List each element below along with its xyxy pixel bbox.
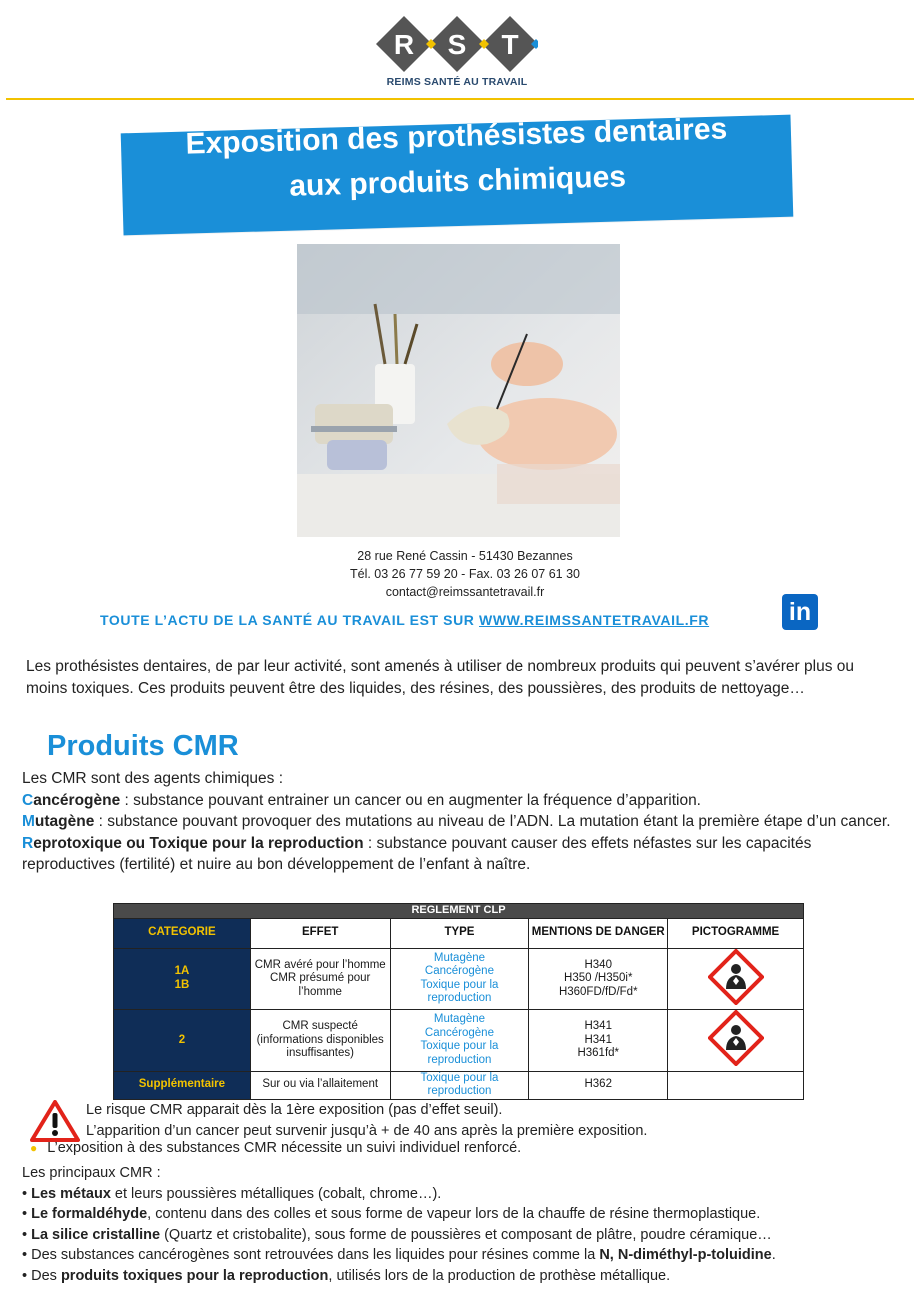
item-pre: Des xyxy=(31,1267,61,1284)
definition-term: ancérogène xyxy=(33,791,121,809)
principaux-cmr xyxy=(22,1163,912,1287)
list-item xyxy=(22,1225,912,1246)
page-title xyxy=(121,105,793,214)
logo-letter-s: S xyxy=(447,29,467,60)
cell-type: Mutagène Cancérogène Toxique pour la reproduction xyxy=(390,1010,529,1072)
definition-desc: : substance pouvant provoquer des mutations au niveau de l’ADN. La mutation étant la première étape d’un cancer. xyxy=(94,813,891,830)
cell-pictogramme xyxy=(668,948,804,1010)
definition-initial: M xyxy=(22,813,35,830)
cell-mentions: H340 H350 /H350i* H360FD/fD/Fd* xyxy=(529,948,668,1010)
cell-mentions: H362 xyxy=(529,1071,668,1099)
item-rest: . xyxy=(771,1247,776,1264)
table-header-type: TYPE xyxy=(390,918,529,948)
table-header-categorie: CATEGORIE xyxy=(114,918,251,948)
table-row xyxy=(114,1010,804,1072)
page-title-line1: Exposition des prothésistes dentaires xyxy=(185,112,728,161)
table-header-mentions: MENTIONS DE DANGER xyxy=(529,918,668,948)
bullet-icon: ● xyxy=(30,1141,38,1155)
warning-line2: L’apparition d’un cancer peut survenir jusqu’à + de 40 ans après la première exposition. xyxy=(86,1123,648,1139)
suivi-note xyxy=(30,1140,521,1156)
cell-effet: CMR avéré pour l’homme CMR présumé pour l’homme xyxy=(250,948,390,1010)
contact-address: 28 rue René Cassin - 51430 Bezannes xyxy=(357,549,573,563)
item-rest: et leurs poussières métalliques (cobalt, chrome…). xyxy=(110,1185,442,1202)
contact-email[interactable]: contact@reimssantetravail.fr xyxy=(385,585,545,599)
definition-cancerogene xyxy=(22,790,902,812)
table-row xyxy=(114,1071,804,1099)
linkedin-icon[interactable]: in xyxy=(782,594,818,630)
health-hazard-icon xyxy=(708,1010,764,1071)
website-link[interactable]: WWW.REIMSSANTETRAVAIL.FR xyxy=(479,612,710,628)
definition-mutagene xyxy=(22,811,902,833)
warning-text xyxy=(86,1100,647,1142)
table-header-pictogramme: PICTOGRAMME xyxy=(668,918,804,948)
logo-letter-r: R xyxy=(393,29,415,60)
page-title-line2: aux produits chimiques xyxy=(288,160,627,203)
contact-phone: Tél. 03 26 77 59 20 - Fax. 03 26 07 61 30 xyxy=(349,567,581,581)
cell-pictogramme xyxy=(668,1071,804,1099)
definition-desc: : substance pouvant entrainer un cancer ou en augmenter la fréquence d’apparition. xyxy=(120,791,701,809)
warning-line1: Le risque CMR apparait dès la 1ère exposition (pas d’effet seuil). xyxy=(86,1102,503,1118)
section-heading-cmr: Produits CMR xyxy=(47,730,239,762)
contact-block xyxy=(300,547,630,601)
definition-reprotoxique xyxy=(22,833,902,876)
cell-effet: Sur ou via l’allaitement xyxy=(250,1071,390,1099)
cmr-lead: Les CMR sont des agents chimiques : xyxy=(22,770,284,787)
header-divider xyxy=(6,98,914,100)
warning-icon xyxy=(30,1100,80,1142)
cell-pictogramme xyxy=(668,1010,804,1072)
clp-table xyxy=(113,903,804,1100)
list-item xyxy=(22,1245,912,1266)
cmr-definitions xyxy=(22,768,902,876)
suivi-text: L’exposition à des substances CMR nécessite un suivi individuel renforcé. xyxy=(47,1140,522,1156)
actu-line xyxy=(100,612,709,628)
rst-logo xyxy=(376,12,538,92)
cell-categorie: 2 xyxy=(114,1010,251,1072)
item-bold: N, N-diméthyl-p-toluidine xyxy=(599,1247,772,1264)
item-rest: , contenu dans des colles et sous forme de vapeur lors de la chauffe de résine thermoplastique. xyxy=(147,1206,761,1223)
definition-desc: : substance pouvant causer des effets néfastes sur les capacités reproductives (fertilité) et nuire au bon développement de l’enfant à naître. xyxy=(22,834,812,873)
cell-categorie: Supplémentaire xyxy=(114,1071,251,1099)
item-bold: Le formaldéhyde xyxy=(31,1206,148,1223)
item-bold: Les métaux xyxy=(31,1185,111,1202)
list-item xyxy=(22,1184,912,1205)
cell-type: Toxique pour la reproduction xyxy=(390,1071,529,1099)
cell-effet: CMR suspecté (informations disponibles insuffisantes) xyxy=(250,1010,390,1072)
item-rest: (Quartz et cristobalite), sous forme de poussières et composant de plâtre, poudre céramique… xyxy=(160,1226,772,1243)
item-bold: La silice cristalline xyxy=(31,1226,161,1243)
definition-term: eprotoxique ou Toxique pour la reproduction xyxy=(33,834,364,852)
definition-initial: C xyxy=(22,791,34,809)
principaux-list xyxy=(22,1184,912,1287)
definition-term: utagène xyxy=(34,813,95,830)
table-caption: REGLEMENT CLP xyxy=(114,904,804,919)
item-rest: , utilisés lors de la production de prothèse métallique. xyxy=(328,1267,671,1284)
actu-text: TOUTE L’ACTU DE LA SANTÉ AU TRAVAIL EST SUR xyxy=(100,612,475,628)
cell-categorie: 1A 1B xyxy=(114,948,251,1010)
cell-mentions: H341 H341 H361fd* xyxy=(529,1010,668,1072)
table-row xyxy=(114,948,804,1010)
intro-paragraph: Les prothésistes dentaires, de par leur activité, sont amenés à utiliser de nombreux produits qui peuvent s’avérer plus ou moins toxiques. Ces produits peuvent être des liquides, des résines, des poussières, des produits de nettoyage… xyxy=(26,658,854,697)
logo-subtitle: REIMS SANTÉ AU TRAVAIL xyxy=(386,76,528,88)
dental-technician-photo xyxy=(297,244,620,537)
definition-initial: R xyxy=(22,834,34,852)
cell-type: Mutagène Cancérogène Toxique pour la reproduction xyxy=(390,948,529,1010)
list-item xyxy=(22,1204,912,1225)
table-header-effet: EFFET xyxy=(250,918,390,948)
logo-letter-t: T xyxy=(501,29,519,60)
list-item xyxy=(22,1266,912,1287)
item-pre: Des substances cancérogènes sont retrouvées dans les liquides pour résines comme la xyxy=(31,1247,600,1264)
item-bold: produits toxiques pour la reproduction xyxy=(60,1267,329,1284)
health-hazard-icon xyxy=(708,949,764,1010)
principaux-lead: Les principaux CMR : xyxy=(22,1165,161,1181)
